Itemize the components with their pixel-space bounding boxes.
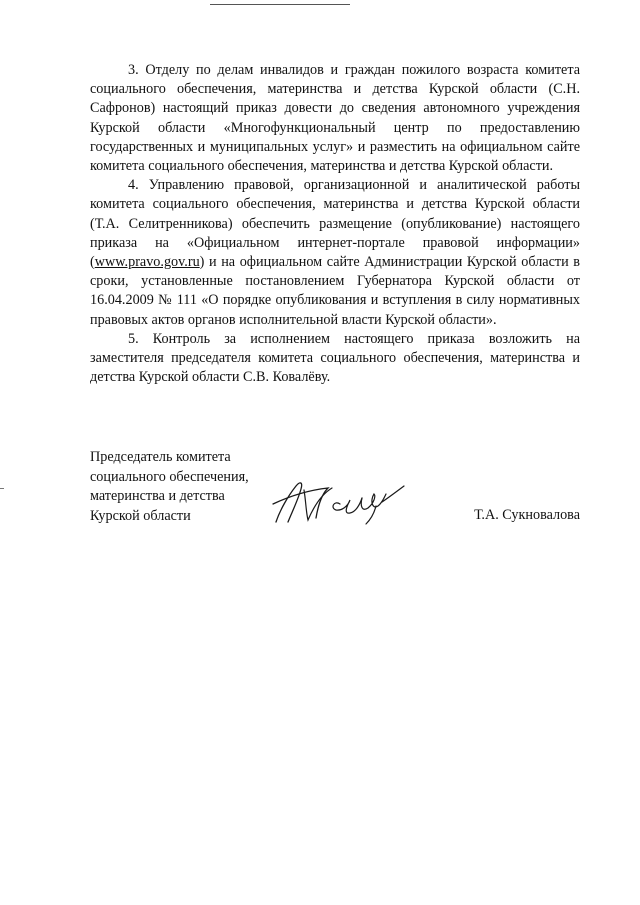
signer-position-line: Курской области — [90, 507, 191, 524]
scan-artifact-line — [210, 4, 350, 5]
paragraph-3: 3. Отделу по делам инвалидов и граждан пожилого возраста комитета социального обеспечения, материнства и детства Курской области (С.Н. Сафронов) настоящий приказ довести до сведения автономного учреждения Курской области «Многофункциональный центр по предоставлению государственных и муниципальных услуг» и разместить на официальном сайте комитета социального обеспечения, материнства и детства Курской области. — [90, 62, 580, 175]
document-body — [90, 61, 580, 387]
signature-block — [90, 448, 580, 528]
signer-position — [90, 448, 290, 526]
scan-artifact-mark — [0, 488, 4, 489]
paragraph-4 — [90, 176, 580, 330]
paragraph-5: 5. Контроль за исполнением настоящего приказа возложить на заместителя председателя комитета социального обеспечения, материнства и детства Курской области С.В. Ковалёву. — [90, 330, 580, 386]
paragraph-4-text-end: ) и на официальном сайте Администрации Курской области в сроки, установленные постановлением Губернатора Курской области от 16.04.2009 № 111 «О порядке опубликования и вступления в силу нормативных правовых актов органов исполнительной власти Курской области». — [90, 254, 580, 328]
paragraph-4-text-start: 4. Управлению правовой, организационной и аналитической работы комитета социального обеспечения, материнства и детства Курской области (Т.А. Селитренникова) обеспечить размещение (опубликование) настоящего приказа на «Официальном интернет-портале правовой информации» ( — [90, 177, 580, 271]
signer-position-line: материнства и детства — [90, 488, 225, 504]
pravo-gov-link[interactable]: www.pravo.gov.ru — [94, 254, 200, 271]
signer-position-line: социального обеспечения, — [90, 468, 249, 485]
handwritten-signature — [270, 476, 410, 528]
signer-name: Т.А. Сукновалова — [474, 507, 580, 523]
signer-position-line: Председатель комитета — [90, 449, 231, 465]
